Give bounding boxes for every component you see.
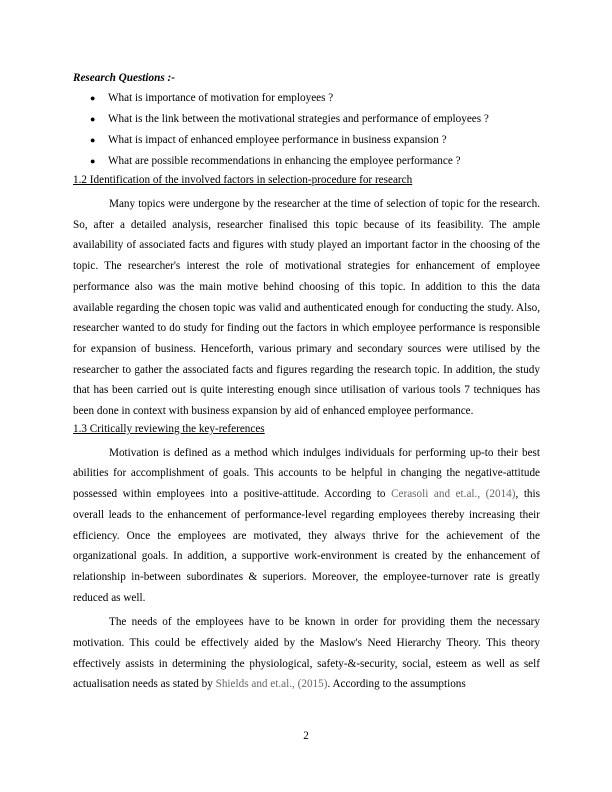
section-1-2-heading: 1.2 Identification of the involved factors in selection-procedure for research bbox=[73, 174, 413, 186]
section-1-2-paragraph: Many topics were undergone by the researcher at the time of selection of topic for the research. So, after a detailed analysis, researcher finalised this topic because of its feasibility. The ample availability of associated facts and figures with study played an important factor in the choosing of the topic. The researcher's interest the role of motivational strategies for enhancement of employee performance also was the main motive behind choosing of this topic. In addition to this the data available regarding the chosen topic was valid and authenticated enough for conducting the study. Also, researcher wanted to do study for finding out the factors in which employee performance is responsible for expansion of business. Henceforth, various primary and secondary sources were utilised by the researcher to gather the associated facts and figures regarding the research topic. In addition, the study that has been carried out is quite interesting enough since utilisation of various tools 7 techniques has been done in context with business expansion by aid of enhanced employee performance. bbox=[73, 198, 540, 418]
bullet-icon: ● bbox=[90, 156, 96, 166]
research-questions-list bbox=[73, 91, 540, 168]
list-item bbox=[73, 91, 540, 105]
citation-link[interactable]: Shields and et.al., (2015) bbox=[215, 678, 328, 691]
paragraph-text: The needs of the employees have to be known in order for providing them the necessary motivation. This could be effectively aided by the Maslow's Need Hierarchy Theory. This theory effectively assists in determining the physiological, safety-&-security, social, esteem as well as self actualisation needs as stated by bbox=[73, 616, 540, 691]
list-item bbox=[73, 133, 540, 147]
research-question-text: What is importance of motivation for employees ? bbox=[108, 92, 334, 104]
research-question-text: What are possible recommendations in enhancing the employee performance ? bbox=[108, 155, 461, 167]
page-number: 2 bbox=[303, 730, 309, 742]
section-1-3-heading: 1.3 Critically reviewing the key-references bbox=[73, 422, 265, 435]
section-1-3-paragraph-1 bbox=[73, 443, 540, 609]
paragraph-text: . According to the assumptions bbox=[327, 678, 466, 691]
citation-link[interactable]: Cerasoli and et.al., (2014) bbox=[391, 488, 516, 501]
bullet-icon: ● bbox=[90, 114, 96, 124]
paragraph-text: , this overall leads to the enhancement of performance-level regarding employees thereby increasing their efficiency. Once the employees are motivated, they always thrive for the achievement of the organizational goals. In addition, a supportive work-environment is created by the enhancement of relationship in-between subordinates & superiors. Moreover, the employee-turnover rate is greatly reduced as well. bbox=[73, 488, 540, 604]
paragraph-text: Motivation is defined as a method which indulges individuals for performing up-to their best abilities for accomplishment of goals. This accounts to be helpful in changing the negative-attitude possessed within employees into a positive-attitude. According to bbox=[73, 446, 540, 501]
page-content bbox=[73, 71, 540, 695]
research-questions-heading: Research Questions :- bbox=[73, 72, 175, 84]
research-question-text: What is impact of enhanced employee performance in business expansion ? bbox=[108, 134, 447, 146]
research-question-text: What is the link between the motivational strategies and performance of employees ? bbox=[108, 113, 489, 125]
bullet-icon: ● bbox=[90, 135, 96, 145]
list-item bbox=[73, 112, 540, 126]
list-item bbox=[73, 154, 540, 168]
bullet-icon: ● bbox=[90, 93, 96, 103]
section-1-3-paragraph-2 bbox=[73, 612, 540, 695]
